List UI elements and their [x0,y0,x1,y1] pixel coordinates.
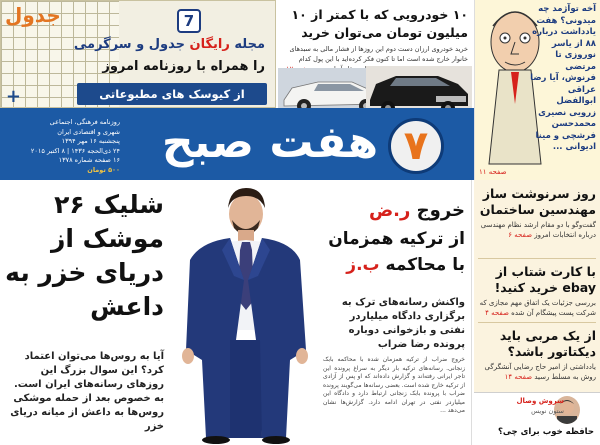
businessman-photo [170,180,320,445]
ad-line-1: مجله رایگان جدول و سرگرمی [73,37,265,52]
car-story-body: خرید خودروی ارزان دست دوم این روزها از فشار مالی به سبدهای خانوار خارج شده است اما تا کنون فکر کرده‌اید با این پول کدام [289,45,468,63]
divider [478,258,596,259]
right-story-1-headline: روز سرنوشت ساز مهندسین ساختمان [479,186,596,217]
right-story-2-headline: با کارت شتاب از ebay خرید کنید! [494,264,596,295]
right-story-3-body: یادداشتی از امیر حاج رضایی آنشگرگی روش به مسلط رسید صفحه ۱۴ [484,363,596,381]
plus-icon: + [5,86,21,107]
main-story-kicker: خروج ر.ض [368,200,465,221]
ad-logo: 7 [177,9,201,33]
columnist-box[interactable] [474,392,600,445]
right-story-3-headline: از یک مربی باید دیکتاتور باشد؟ [499,328,596,359]
main-story-headline: از ترکیه همزمان با محاکمه ب.ز [328,229,465,275]
cartoon-text: آخه توآژمد چه میدونی؟ هفت یادداشت درباره ۸۸ از یاسر نوروزی تا مرتضی فرنوش، آیا رضا عراقی ابوالفضل زرویی نصیری محمدحسن فرشچی و مینا ادیوانی ... [530,4,596,152]
logo-number-badge: ۷ [388,118,444,174]
left-story-sub: آیا به روس‌ها می‌توان اعتماد کرد؟ این سوال بزرگ این روزهای رسانه‌های ایران است. به خصوص بعد از حمله موشکی روس‌ها به داعش از میانه دریای خزر [10,351,164,432]
columnist-name: سروش وصال [516,397,564,405]
right-story-2-body: بررسی جزئیات یک اتفاق مهم مجازی که شرکت پست پیشگام آن شده صفحه ۴ [479,299,596,317]
car-story-headline: ۱۰ خودرویی که با کمتر از ۱۰ میلیون تومان می‌توان خرید [291,7,468,40]
columnist-question: حافظه خوب برای چی؟ [497,427,594,437]
ad-corner-title: جدول [5,3,61,27]
cartoon-column[interactable] [474,0,600,180]
left-story[interactable] [0,180,170,445]
masthead [0,108,474,180]
left-story-headline: شلیک ۲۶ موشک از دریای خزر به داعش [5,190,164,321]
cartoon-page-ref: صفحه ۱۱ [479,168,507,176]
right-story-2[interactable] [478,264,596,318]
ad-line-2: را همراه با روزنامه امروز [102,59,265,74]
crossword-ad[interactable] [0,0,276,108]
main-story[interactable] [320,180,472,445]
right-story-1-body: گفت‌وگو با دو مقام ارشد نظام مهندسی درباره انتخابات امروز صفحه ۶ [480,221,596,239]
masthead-info: روزنامه فرهنگی، اجتماعی شهری و اقتصادی ایران پنجشنبه ۱۶ مهر ۱۳۹۴ ۲۴ ذی‌الحجه ۱۴۳۶ | ۸ اکتبر ۲۰۱۵ ۱۶ صفحه شماره ۱۳۷۸ ۵۰۰ تومان [4,118,120,175]
right-story-1[interactable] [478,186,596,240]
columnist-role: ستون نویس [531,407,564,415]
price: ۵۰۰ تومان [87,165,120,174]
main-story-lead: واکنش رسانه‌های ترک به برگزاری دادگاه میلیاردر نفتی و بازخوانی دوباره پرونده رضا ضراب [341,297,465,350]
man-in-suit-image [170,180,320,445]
divider [478,322,596,323]
main-story-body: خروج ضراب از ترکیه همزمان شده با محاکمه بابک زنجانی. رسانه‌های ترکیه بار دیگر به سراغ پرونده این تاجر ایرانی رفته‌اند و گزارش داده‌اند که او پس از آزادی از ترکیه خارج شده است. بعضی رسانه‌ها می‌گویند پرونده ضراب با پرونده بابک زنجانی ارتباط دارد و دادگاه این میلیاردر نفتی در تهران ادامه دارد. گزارش‌ها نشان می‌دهد ... [323,356,465,414]
newspaper-logo[interactable]: هفت صبح [161,117,379,168]
right-story-3[interactable] [478,328,596,382]
ad-line-3-banner: از کیوسک های مطبوعاتی [77,83,267,105]
